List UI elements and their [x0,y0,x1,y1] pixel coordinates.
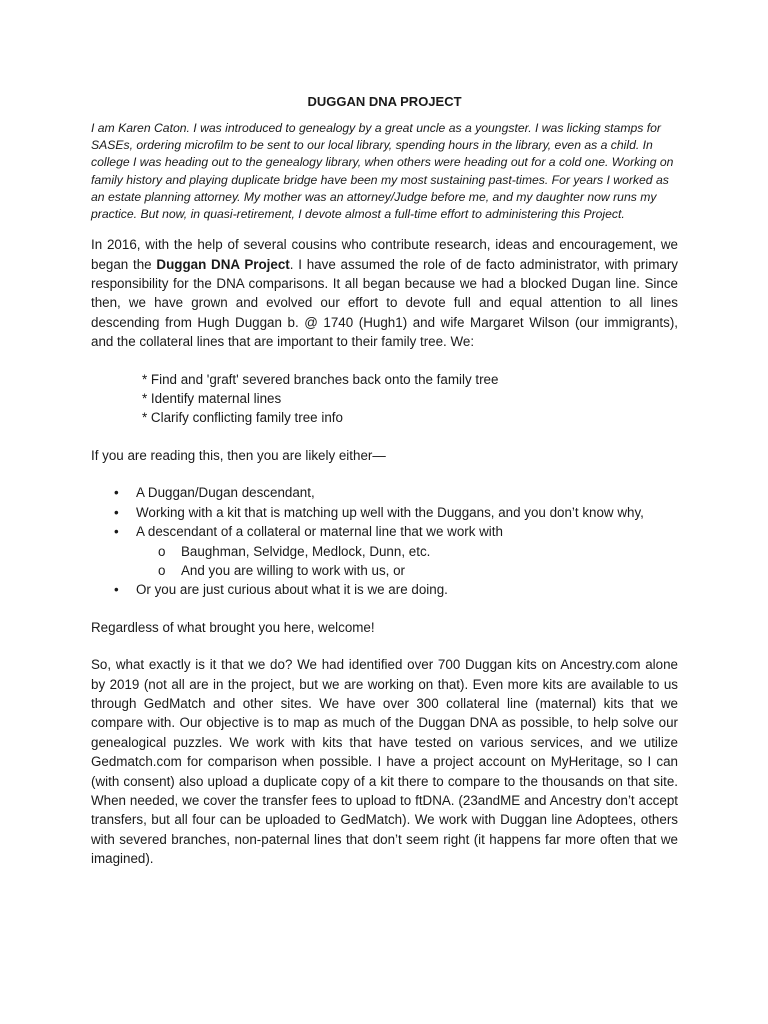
collateral-sub-list [136,542,678,581]
spacer [91,600,678,618]
reader-type-text: Or you are just curious about what it is we are doing. [136,582,448,598]
reader-type-item [91,522,678,580]
spacer [91,465,678,483]
document-title: DUGGAN DNA PROJECT [307,94,462,109]
document-page [91,92,678,869]
project-origin-paragraph [91,235,678,351]
collateral-sub-text: Baughman, Selvidge, Medlock, Dunn, etc. [181,543,431,559]
reader-type-item [91,503,678,522]
reader-type-text: A Duggan/Dugan descendant, [136,485,315,501]
goal-item: * Identify maternal lines [142,391,282,407]
bullet-icon: • [114,524,119,540]
goals-list [91,370,678,428]
bullet-icon: • [114,504,119,520]
project-work-paragraph: So, what exactly is it that we do? We had identified over 700 Duggan kits on Ancestry.com alone by 2019 (not all are in the project, but we are working on that). Even more kits are available to us through GedMatch and other sites. We have over 300 collateral line (maternal) kits that we compare with. Our objective is to map as much of the Duggan DNA as possible, to help solve our genealogical puzzles. We work with kits that have tested on various services, and we utilize Gedmatch.com for comparison when possible. I have a project account on MyHeritage, so I can (with consent) also upload a duplicate copy of a kit there to compare to the thousands on that site. When needed, we cover the transfer fees to upload to ftDNA. (23andME and Ancestry don’t accept transfers, but all four can be uploaded to GedMatch). We work with Duggan line Adoptees, others with severed branches, non-paternal lines that don’t seem right (it happens far more often that we imagined). [91,657,678,867]
collateral-sub-item [136,561,678,580]
reader-type-text: Working with a kit that is matching up well with the Duggans, and you don’t know why, [136,504,644,520]
reader-intro-paragraph: If you are reading this, then you are likely either— [91,447,386,463]
bullet-icon: • [114,485,119,501]
collateral-sub-item [136,542,678,561]
circle-bullet-icon: o [158,543,166,559]
collateral-sub-text: And you are willing to work with us, or [181,562,406,578]
reader-type-item [91,580,678,599]
intro-paragraph: I am Karen Caton. I was introduced to genealogy by a great uncle as a youngster. I was licking stamps for SASEs, ordering microfilm to be sent to our local library, spending hours in the library, even as a child. In college I was heading out to the genealogy library, when others were heading out for a cold one. Working on family history and playing duplicate bridge have been my most sustaining past-times. For years I worked as an estate planning attorney. My mother was an attorney/Judge before me, and my daughter now runs my practice. But now, in quasi-retirement, I devote almost a full-time effort to administering this Project. [91,121,674,222]
reader-type-text: A descendant of a collateral or maternal line that we work with [136,524,503,540]
project-name-bold: Duggan DNA Project [156,256,290,272]
goal-item: * Clarify conflicting family tree info [142,410,343,426]
spacer [91,428,678,446]
goal-item: * Find and 'graft' severed branches back onto the family tree [142,371,499,387]
welcome-paragraph: Regardless of what brought you here, welcome! [91,619,375,635]
spacer [91,352,678,370]
reader-types-list [91,483,678,599]
project-origin-text-end: . I have assumed the role of de facto administrator, with primary responsibility for the DNA comparisons. It all began because we had a blocked Dugan line. Since then, we have grown and evolved our effort to devote full and equal attention to all lines descending from Hugh Duggan b. @ 1740 (Hugh1) and wife Margaret Wilson (our immigrants), and the collateral lines that are important to their family tree. We: [91,256,678,350]
project-origin-text-start: In 2016, with the help of several cousins who contribute research, ideas and encouragement, we began the [91,237,678,272]
bullet-icon: • [114,582,119,598]
spacer [91,637,678,655]
reader-type-item [91,483,678,502]
circle-bullet-icon: o [158,562,166,578]
